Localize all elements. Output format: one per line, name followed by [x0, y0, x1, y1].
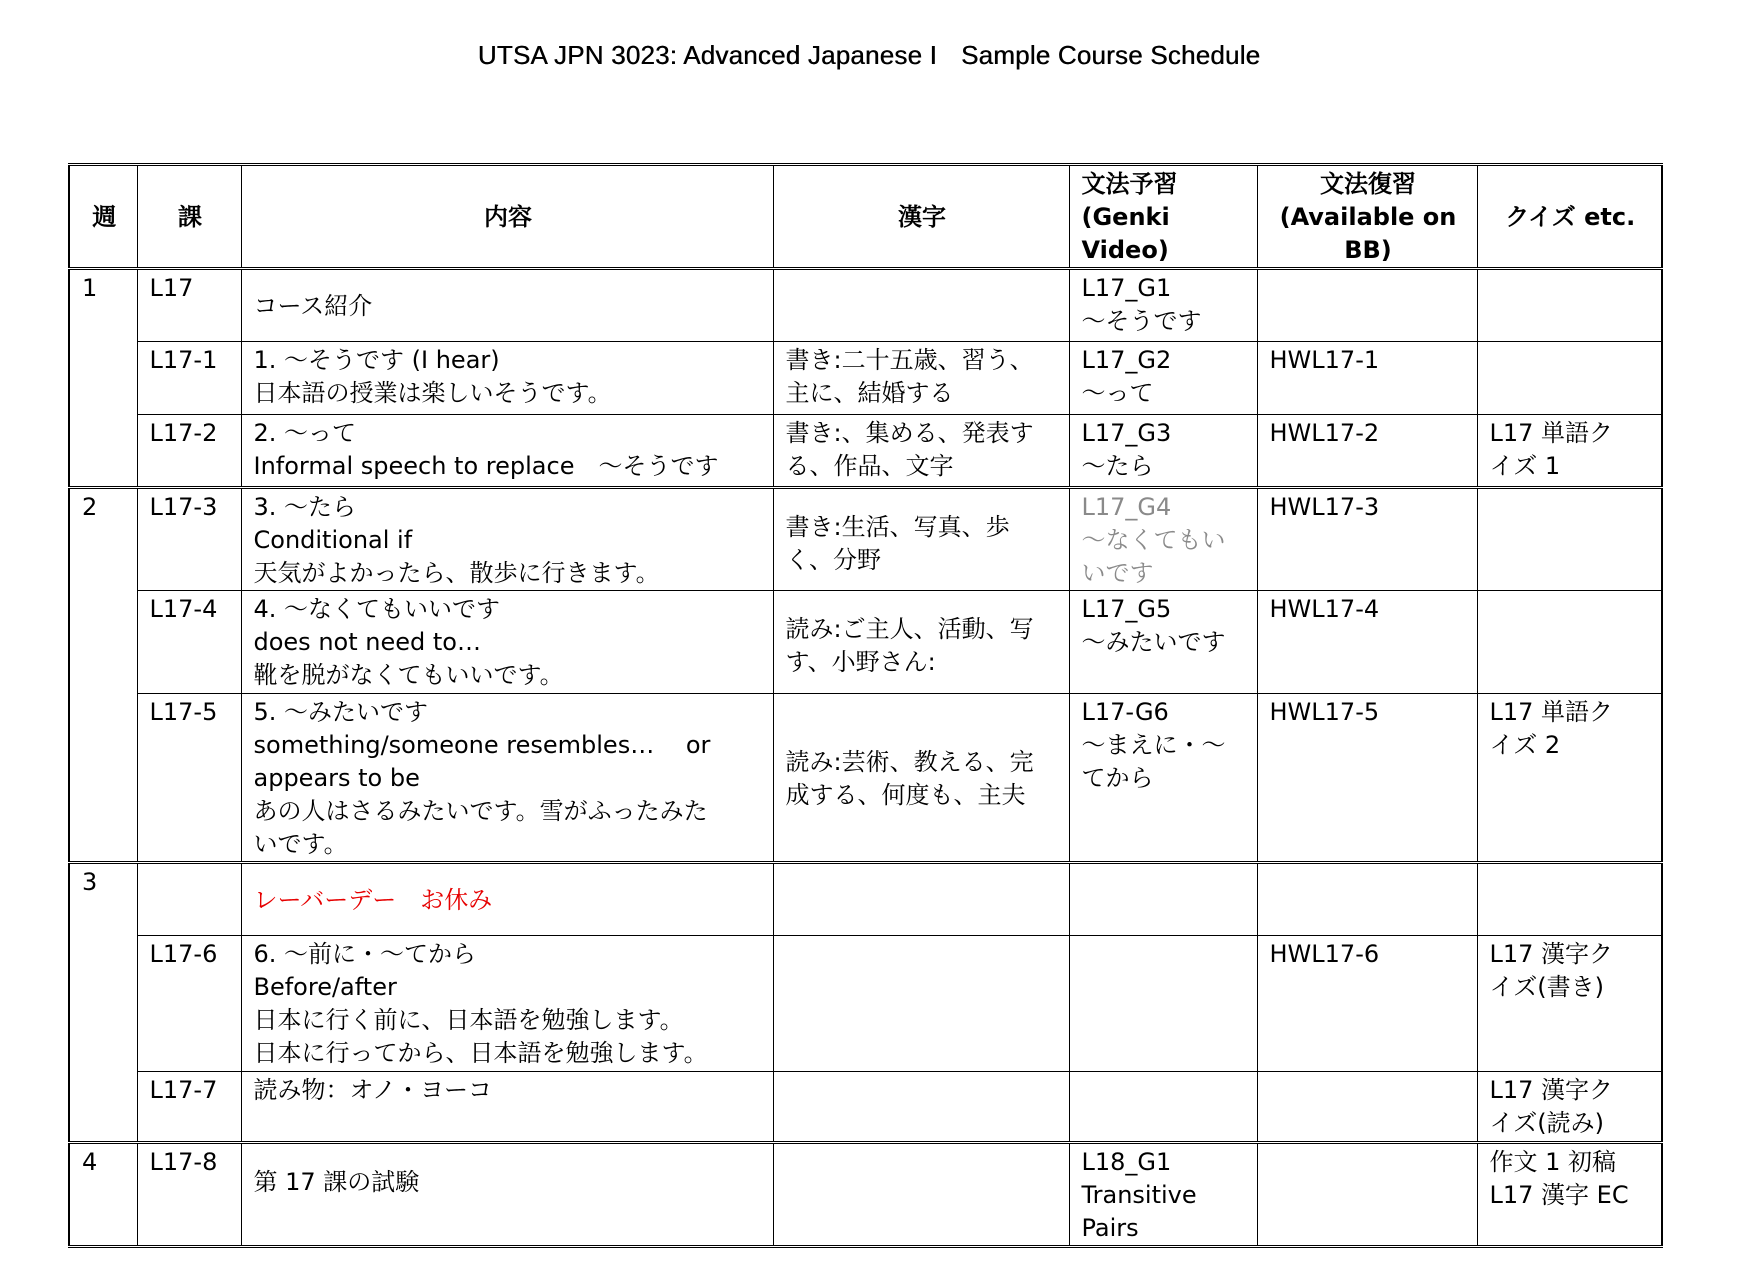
- header-kanji: 漢字: [773, 165, 1069, 269]
- content-cell: 4. ～なくてもいいです does not need to… 靴を脱がなくてもいいです。: [241, 591, 773, 694]
- week-cell: 1: [69, 269, 137, 488]
- header-quiz: クイズ etc.: [1477, 165, 1662, 269]
- lesson-cell: L17-8: [137, 1143, 241, 1247]
- grammar-review-cell: HWL17-4: [1257, 591, 1477, 694]
- kanji-cell: 書き:生活、写真、歩 く、分野: [773, 488, 1069, 591]
- quiz-cell: [1477, 863, 1662, 936]
- grammar-review-cell: [1257, 1072, 1477, 1143]
- grammar-review-cell: HWL17-6: [1257, 936, 1477, 1072]
- kanji-cell: 書き:二十五歳、習う、 主に、結婚する: [773, 342, 1069, 415]
- content-cell: コース紹介: [241, 269, 773, 342]
- table-row: [69, 694, 1662, 863]
- page-title: [0, 40, 1738, 71]
- title-subtitle: Sample Course Schedule: [960, 40, 1261, 70]
- kanji-cell: [773, 936, 1069, 1072]
- table-row: [69, 1072, 1662, 1143]
- quiz-cell: 作文 1 初稿 L17 漢字 EC: [1477, 1143, 1662, 1247]
- header-grammar-preview: 文法予習 (Genki Video): [1069, 165, 1257, 269]
- table-row: [69, 936, 1662, 1072]
- grammar-preview-cell: L18_G1 Transitive Pairs: [1069, 1143, 1257, 1247]
- quiz-cell: L17 漢字ク イズ(書き): [1477, 936, 1662, 1072]
- lesson-cell: L17-6: [137, 936, 241, 1072]
- lesson-cell: L17: [137, 269, 241, 342]
- week-cell: 2: [69, 488, 137, 863]
- grammar-review-cell: [1257, 1143, 1477, 1247]
- grammar-review-cell: HWL17-1: [1257, 342, 1477, 415]
- grammar-preview-cell: [1069, 1072, 1257, 1143]
- lesson-cell: L17-5: [137, 694, 241, 863]
- grammar-preview-cell: L17_G1 ～そうです: [1069, 269, 1257, 342]
- lesson-cell: L17-3: [137, 488, 241, 591]
- kanji-cell: 読み:ご主人、活動、写 す、小野さん:: [773, 591, 1069, 694]
- grammar-review-cell: [1257, 269, 1477, 342]
- kanji-cell: 書き:、集める、発表す る、作品、文字: [773, 415, 1069, 488]
- kanji-cell: 読み:芸術、教える、完 成する、何度も、主夫: [773, 694, 1069, 863]
- quiz-cell: [1477, 269, 1662, 342]
- content-cell: 1. ～そうです (I hear) 日本語の授業は楽しいそうです。: [241, 342, 773, 415]
- table-row: [69, 863, 1662, 936]
- kanji-cell: [773, 1143, 1069, 1247]
- grammar-preview-cell: L17_G2 ～って: [1069, 342, 1257, 415]
- grammar-preview-cell: [1069, 936, 1257, 1072]
- table-row: [69, 591, 1662, 694]
- week-cell: 3: [69, 863, 137, 1143]
- table-row: [69, 342, 1662, 415]
- table-row: [69, 488, 1662, 591]
- lesson-cell: L17-1: [137, 342, 241, 415]
- grammar-review-cell: HWL17-2: [1257, 415, 1477, 488]
- quiz-cell: [1477, 591, 1662, 694]
- table-row: [69, 1143, 1662, 1247]
- table-header-row: [69, 165, 1662, 269]
- content-cell: 3. ～たら Conditional if 天気がよかったら、散歩に行きます。: [241, 488, 773, 591]
- week-cell: 4: [69, 1143, 137, 1247]
- grammar-preview-cell: L17_G5 ～みたいです: [1069, 591, 1257, 694]
- header-lesson: 課: [137, 165, 241, 269]
- lesson-cell: L17-7: [137, 1072, 241, 1143]
- header-content: 内容: [241, 165, 773, 269]
- grammar-preview-cell: [1069, 863, 1257, 936]
- grammar-review-cell: [1257, 863, 1477, 936]
- grammar-review-cell: HWL17-3: [1257, 488, 1477, 591]
- quiz-cell: L17 漢字ク イズ(読み): [1477, 1072, 1662, 1143]
- grammar-review-cell: HWL17-5: [1257, 694, 1477, 863]
- quiz-cell: [1477, 342, 1662, 415]
- content-cell: 5. ～みたいです something/someone resembles… or appears to be あの人はさるみたいです。雪がふったみた いです。: [241, 694, 773, 863]
- kanji-cell: [773, 863, 1069, 936]
- kanji-cell: [773, 1072, 1069, 1143]
- title-course: UTSA JPN 3023: Advanced Japanese I: [477, 40, 937, 70]
- table-row: [69, 269, 1662, 342]
- quiz-cell: L17 単語ク イズ 2: [1477, 694, 1662, 863]
- lesson-cell: [137, 863, 241, 936]
- header-week: 週: [69, 165, 137, 269]
- quiz-cell: [1477, 488, 1662, 591]
- content-cell: 6. ～前に・～てから Before/after 日本に行く前に、日本語を勉強します。 日本に行ってから、日本語を勉強します。: [241, 936, 773, 1072]
- grammar-preview-cell: L17_G4 ～なくてもい いです: [1069, 488, 1257, 591]
- grammar-preview-cell: L17-G6 ～まえに・～ てから: [1069, 694, 1257, 863]
- schedule-table: [68, 163, 1663, 1248]
- content-cell: 2. ～って Informal speech to replace ～そうです: [241, 415, 773, 488]
- holiday-cell: レーバーデー お休み: [241, 863, 773, 936]
- exam-cell: 第 17 課の試験: [241, 1143, 773, 1247]
- lesson-cell: L17-4: [137, 591, 241, 694]
- kanji-cell: [773, 269, 1069, 342]
- header-grammar-review: 文法復習 (Available on BB): [1257, 165, 1477, 269]
- table-row: [69, 415, 1662, 488]
- content-cell: 読み物：オノ・ヨーコ: [241, 1072, 773, 1143]
- grammar-preview-cell: L17_G3 ～たら: [1069, 415, 1257, 488]
- quiz-cell: L17 単語ク イズ 1: [1477, 415, 1662, 488]
- lesson-cell: L17-2: [137, 415, 241, 488]
